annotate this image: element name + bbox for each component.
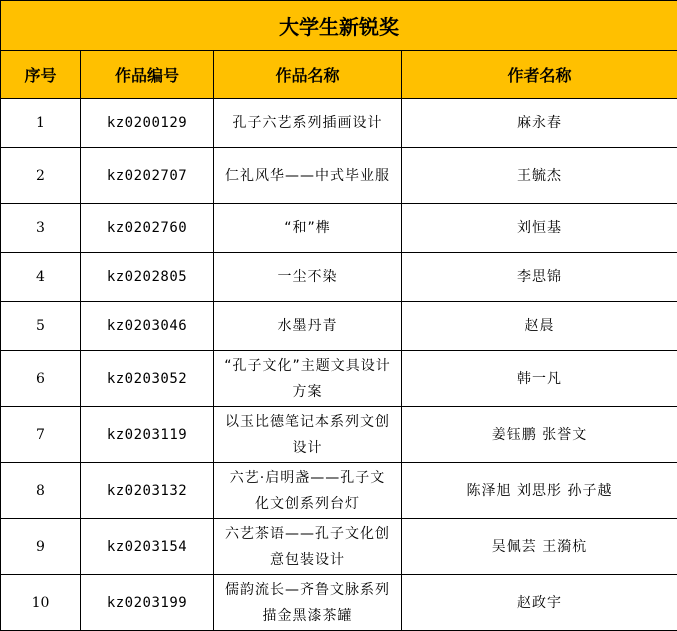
- row-code: kz0203119: [81, 407, 214, 463]
- table-row: [1, 148, 677, 204]
- row-no: 3: [1, 204, 81, 253]
- row-code: kz0200129: [81, 99, 214, 148]
- row-author: 王毓杰: [402, 148, 677, 204]
- table-row: [1, 253, 677, 302]
- table-row: [1, 99, 677, 148]
- table-row: [1, 407, 677, 463]
- table-row: [1, 463, 677, 519]
- row-work: “孔子文化”主题文具设计方案: [214, 351, 402, 407]
- row-author: 赵政宇: [402, 575, 677, 631]
- row-code: kz0203046: [81, 302, 214, 351]
- row-work: 儒韵流长—齐鲁文脉系列描金黑漆茶罐: [214, 575, 402, 631]
- row-code: kz0203132: [81, 463, 214, 519]
- row-code: kz0202707: [81, 148, 214, 204]
- row-work: 一尘不染: [214, 253, 402, 302]
- table-row: [1, 519, 677, 575]
- row-code: kz0202760: [81, 204, 214, 253]
- row-no: 6: [1, 351, 81, 407]
- row-author: 吴佩芸 王漪杭: [402, 519, 677, 575]
- row-code: kz0203154: [81, 519, 214, 575]
- row-code: kz0203052: [81, 351, 214, 407]
- row-author: 陈泽旭 刘思彤 孙子越: [402, 463, 677, 519]
- row-work: 以玉比德笔记本系列文创设计: [214, 407, 402, 463]
- table-row: [1, 575, 677, 631]
- row-no: 9: [1, 519, 81, 575]
- table-title: 大学生新锐奖: [1, 1, 677, 51]
- header-code: 作品编号: [81, 51, 214, 99]
- row-no: 10: [1, 575, 81, 631]
- row-author: 姜钰鹏 张誉文: [402, 407, 677, 463]
- row-author: 麻永春: [402, 99, 677, 148]
- row-no: 2: [1, 148, 81, 204]
- row-no: 4: [1, 253, 81, 302]
- header-work: 作品名称: [214, 51, 402, 99]
- row-code: kz0202805: [81, 253, 214, 302]
- row-author: 赵晨: [402, 302, 677, 351]
- row-work: 六艺茶语——孔子文化创意包装设计: [214, 519, 402, 575]
- row-author: 李思锦: [402, 253, 677, 302]
- row-work: “和”榫: [214, 204, 402, 253]
- header-author: 作者名称: [402, 51, 677, 99]
- row-author: 韩一凡: [402, 351, 677, 407]
- row-no: 7: [1, 407, 81, 463]
- row-work: 水墨丹青: [214, 302, 402, 351]
- row-work: 仁礼风华——中式毕业服: [214, 148, 402, 204]
- table-row: [1, 351, 677, 407]
- table-row: [1, 204, 677, 253]
- header-row: [1, 51, 677, 99]
- table-row: [1, 302, 677, 351]
- row-no: 5: [1, 302, 81, 351]
- header-no: 序号: [1, 51, 81, 99]
- row-author: 刘恒基: [402, 204, 677, 253]
- row-no: 8: [1, 463, 81, 519]
- row-code: kz0203199: [81, 575, 214, 631]
- row-work: 六艺·启明盏——孔子文化文创系列台灯: [214, 463, 402, 519]
- row-no: 1: [1, 99, 81, 148]
- row-work: 孔子六艺系列插画设计: [214, 99, 402, 148]
